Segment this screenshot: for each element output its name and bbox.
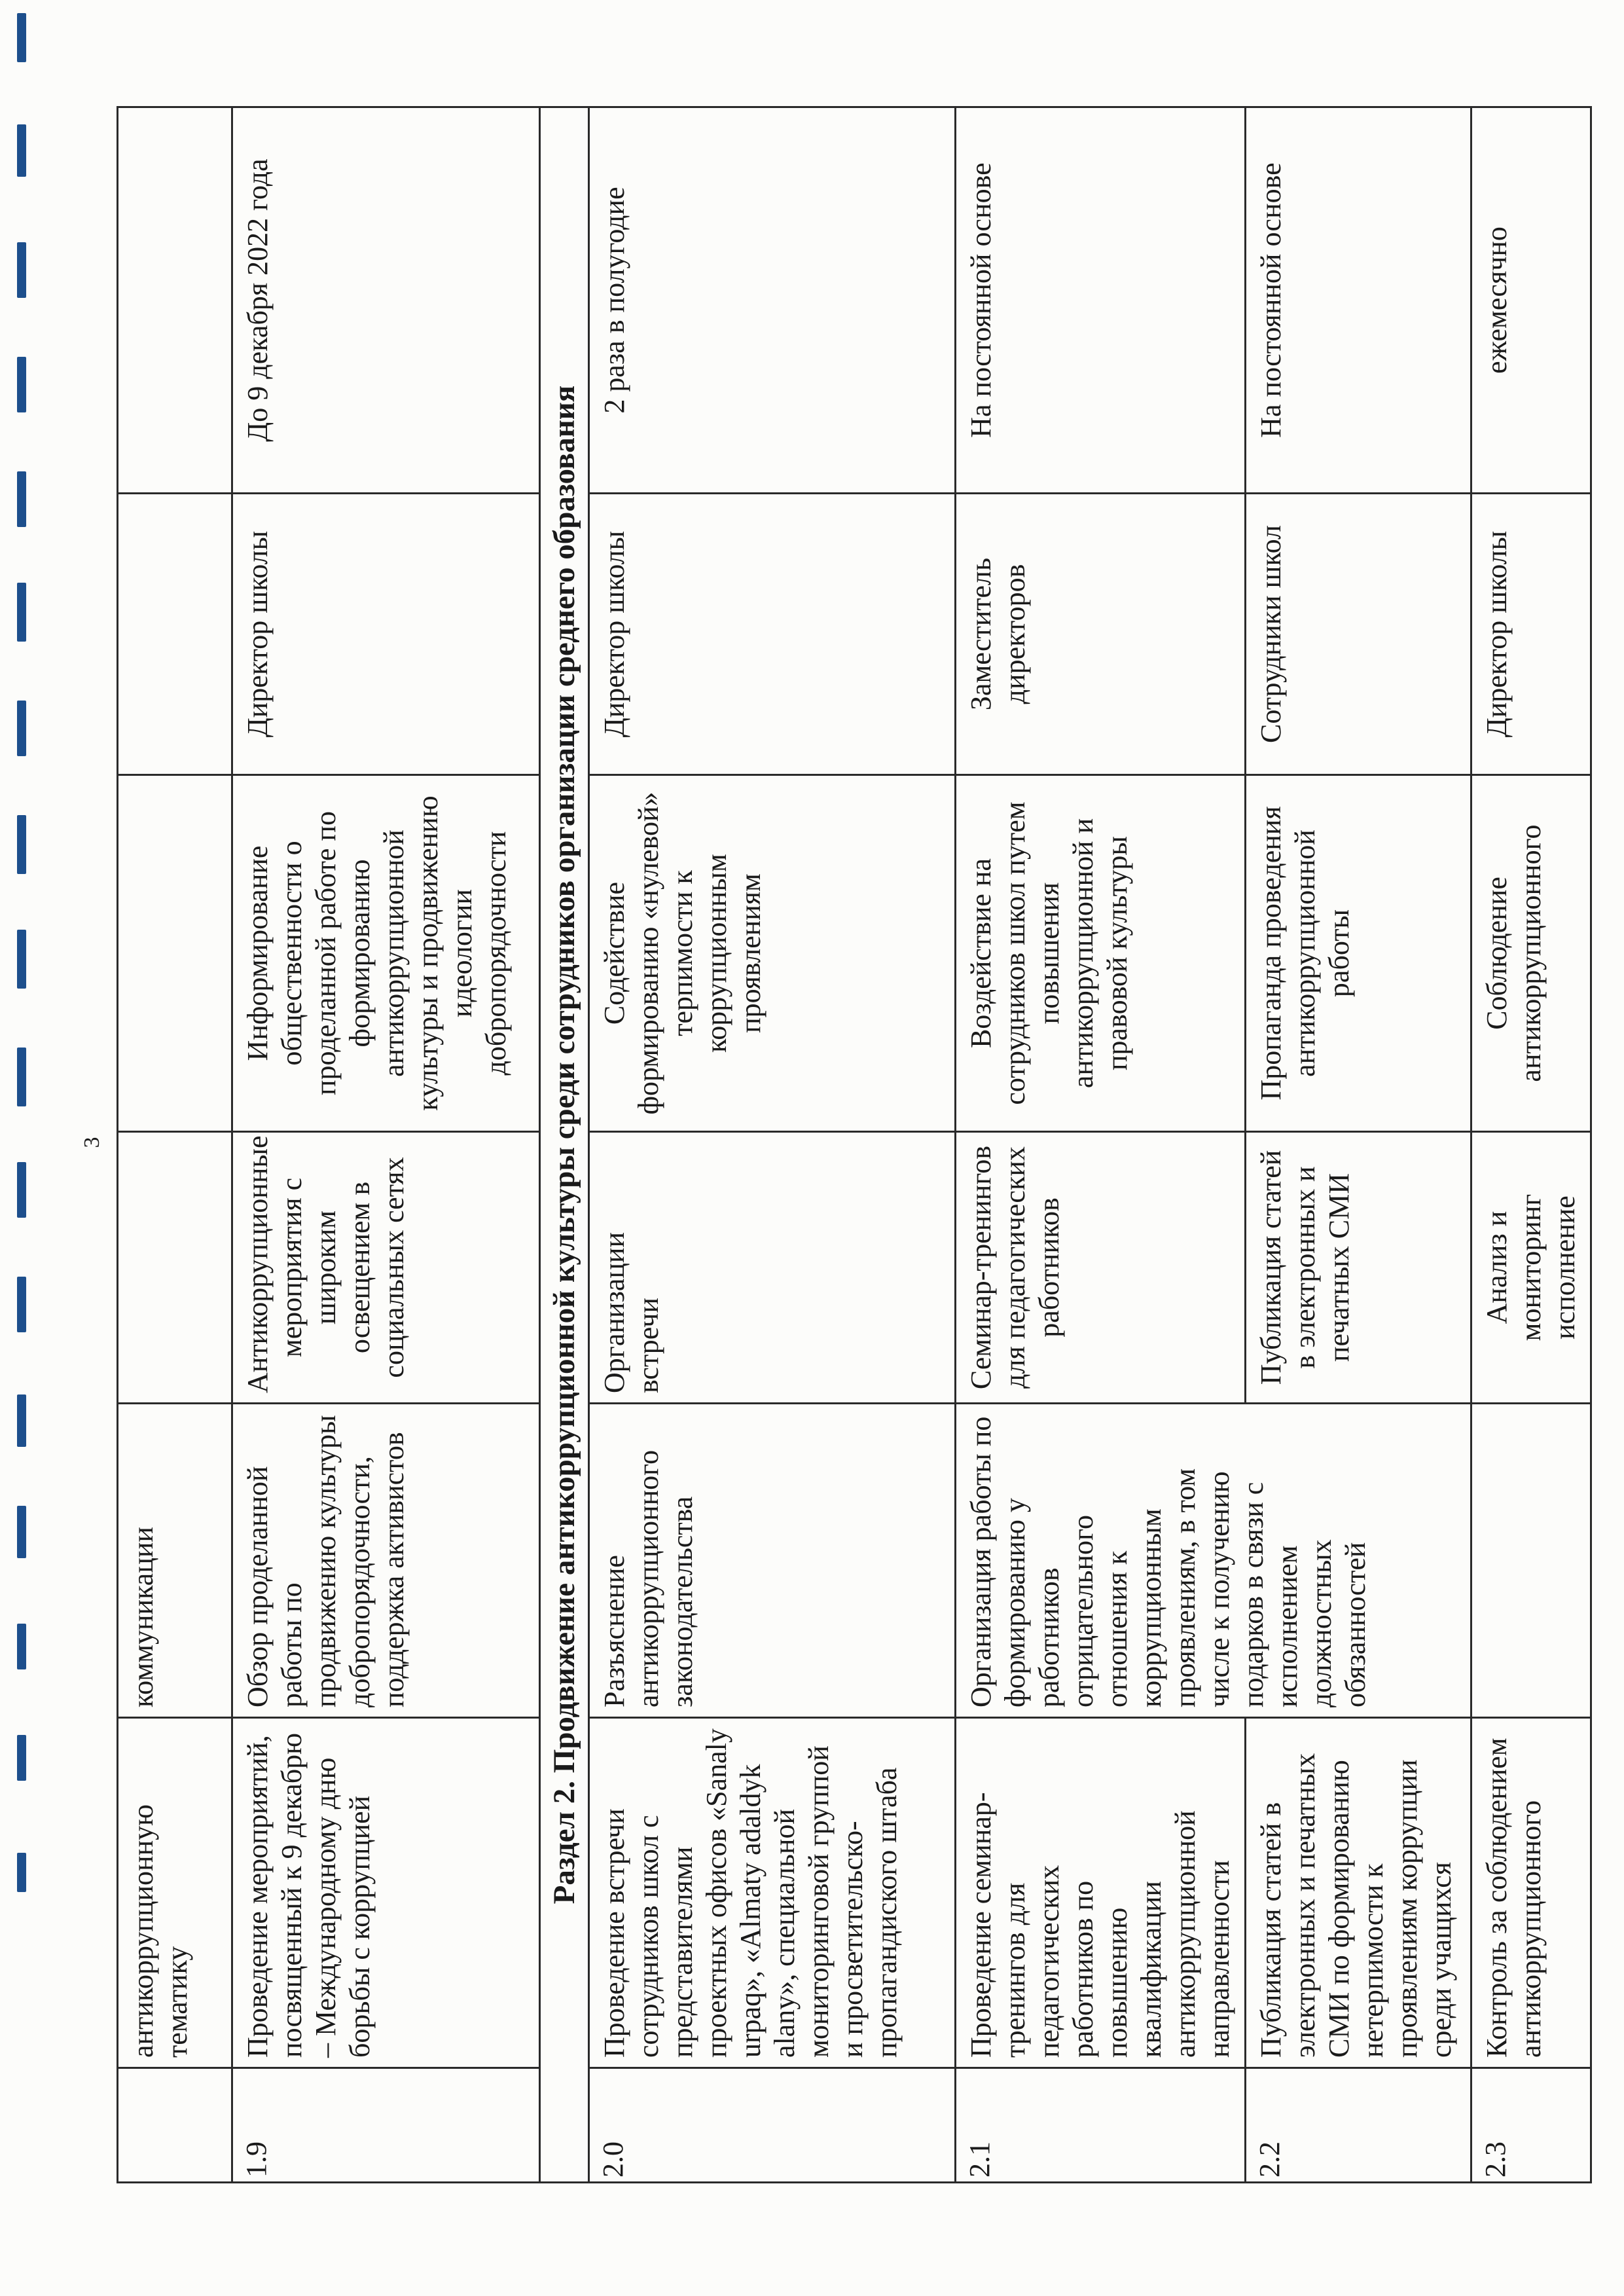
binder-mark	[17, 815, 26, 874]
binder-mark	[17, 124, 26, 177]
binder-mark	[17, 1735, 26, 1781]
cell-goal: Соблюдение антикоррупционного	[1471, 775, 1591, 1132]
cell-goal: Пропаганда проведения антикоррупционной работы	[1246, 775, 1471, 1132]
row-number: 2.1	[956, 2068, 1246, 2183]
binder-mark	[17, 1048, 26, 1106]
table-row	[589, 107, 956, 2183]
cell-desc: коммуникации	[118, 1404, 232, 1718]
cell-desc: Организация работы по формированию у работников отрицательного отношения к коррупционным проявлениям, в том числе к получению подарков в связи с исполнением должностных обязанностей	[956, 1404, 1471, 1718]
cell-resp: Директор школы	[232, 494, 540, 775]
row-number: 2.2	[1246, 2068, 1471, 2183]
binder-mark	[17, 13, 26, 62]
cell-form: Публикация статей в электронных и печатных СМИ	[1246, 1132, 1471, 1404]
cell-form: Организации встречи	[589, 1132, 956, 1404]
section-header-row	[540, 107, 589, 2183]
binder-mark	[17, 1162, 26, 1218]
cell-resp: Директор школы	[589, 494, 956, 775]
cell-term: До 9 декабря 2022 года	[232, 107, 540, 494]
cell-term: На постоянной основе	[1246, 107, 1471, 494]
cell-form: Анализ и мониторинг исполнение	[1471, 1132, 1591, 1404]
cell-term: ежемесячно	[1471, 107, 1591, 494]
cell-resp: Сотрудники школ	[1246, 494, 1471, 775]
row-number: 1.9	[232, 2068, 540, 2183]
binder-mark	[17, 1506, 26, 1558]
cell-name: Контроль за соблюдением антикоррупционного	[1471, 1718, 1591, 2068]
cell-term: На постоянной основе	[956, 107, 1246, 494]
cell-name: антикоррупционную тематику	[118, 1718, 232, 2068]
binder-mark	[17, 242, 26, 298]
table-row	[956, 107, 1246, 2183]
binder-mark	[17, 930, 26, 989]
cell-form: Антикоррупционные мероприятия с широким освещением в социальных сетях	[232, 1132, 540, 1404]
plan-table	[117, 106, 1592, 2183]
cell-desc: Обзор проделанной работы по продвижению культуры добропорядочности, поддержка активистов	[232, 1404, 540, 1718]
binder-mark	[17, 357, 26, 412]
section-title: Раздел 2. Продвижение антикоррупционной культуры среди сотрудников организации среднего образования	[540, 107, 589, 2183]
cell-goal: Воздействие на сотрудников школ путем повышения антикоррупционной и правовой культуры	[956, 775, 1246, 1132]
rotated-table-container	[117, 108, 1581, 2183]
cell-term	[118, 107, 232, 494]
cell-name: Проведение семинар-тренингов для педагогических работников по повышению квалификации антикоррупционной направленности	[956, 1718, 1246, 2068]
binder-mark	[17, 471, 26, 527]
row-number: 2.0	[589, 2068, 956, 2183]
cell-form: Семинар-тренингов для педагогических работников	[956, 1132, 1246, 1404]
cell-term: 2 раза в полугодие	[589, 107, 956, 494]
cell-desc	[1471, 1404, 1591, 1718]
binder-mark	[17, 1394, 26, 1447]
cell-name: Публикация статей в электронных и печатных СМИ по формированию нетерпимости к проявлениям коррупции среди учащихся	[1246, 1718, 1471, 2068]
cell-resp	[118, 494, 232, 775]
cell-goal: Информирование общественности о проделанной работе по формированию антикоррупционной культуры и продвижению идеологии добропорядочности	[232, 775, 540, 1132]
binder-mark	[17, 1624, 26, 1669]
cell-resp: Директор школы	[1471, 494, 1591, 775]
cell-name: Проведение встречи сотрудников школ с представителями проектных офисов «Sanaly urpaq», «Almaty adaldyk alany», специальной мониторинговой группой и просветительско-пропагандиского штаба	[589, 1718, 956, 2068]
table-row	[232, 107, 540, 2183]
binder-mark	[17, 1277, 26, 1332]
table-row	[118, 107, 232, 2183]
cell-goal: Содействие формированию «нулевой» терпимости к коррупционным проявлениям	[589, 775, 956, 1132]
cell-resp: Заместитель директоров	[956, 494, 1246, 775]
cell-desc: Разъяснение антикоррупционного законодательства	[589, 1404, 956, 1718]
table-row	[1246, 107, 1471, 2183]
binder-mark	[17, 1853, 26, 1892]
binder-mark	[17, 583, 26, 642]
row-number: 2.3	[1471, 2068, 1591, 2183]
cell-name: Проведение мероприятий, посвященный к 9 декабрю – Международному дню борьбы с коррупцией	[232, 1718, 540, 2068]
binder-mark	[17, 701, 26, 756]
page-number: 3	[80, 1137, 104, 1148]
table-row	[1471, 107, 1591, 2183]
cell-num	[118, 2068, 232, 2183]
cell-form	[118, 1132, 232, 1404]
cell-goal	[118, 775, 232, 1132]
